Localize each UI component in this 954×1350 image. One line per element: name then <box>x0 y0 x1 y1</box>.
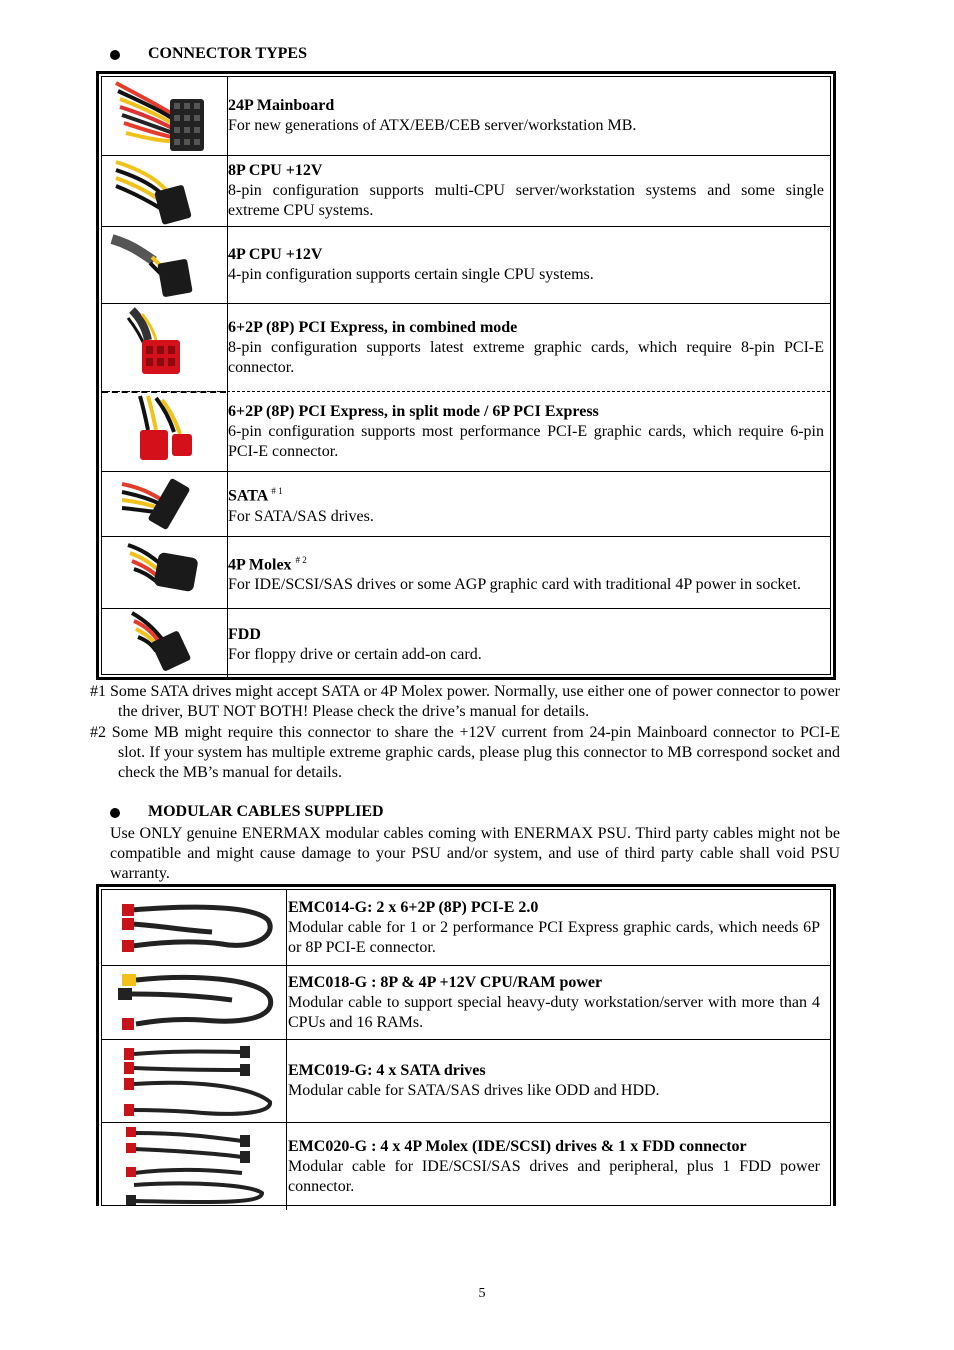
connector-row-molex <box>102 537 830 609</box>
connector-desc: 6-pin configuration supports most performance PCI-E graphic cards, which require 6-pin PCI-E connector. <box>228 422 824 460</box>
connector-title: FDD <box>228 625 261 643</box>
cable-row-emc014 <box>102 890 830 966</box>
connector-desc: For IDE/SCSI/SAS drives or some AGP graphic card with traditional 4P power in socket. <box>228 576 801 594</box>
pcie-combined-connector-photo <box>102 304 226 390</box>
connector-row-pcie-combined <box>102 304 830 392</box>
footnote-ref: # 2 <box>295 554 307 565</box>
footnote-2: #2 Some MB might require this connector to share the +12V current from 24-pin Mainboard connector to PCI-E slot. If your system has multiple extreme graphic cards, please plug this connector to MB correspond socket and check the MB’s manual for details. <box>90 724 840 781</box>
section-title-modular-cables: MODULAR CABLES SUPPLIED <box>148 803 384 820</box>
modular-cable-table <box>96 884 836 1206</box>
emc019-cable-photo <box>102 1040 286 1122</box>
cable-desc: Modular cable for SATA/SAS drives like ODD and HDD. <box>288 1082 660 1099</box>
connector-row-pcie-split <box>102 392 830 472</box>
cable-desc: Modular cable for 1 or 2 performance PCI Express graphic cards, which needs 6P or 8P PCI-E connector. <box>288 918 820 956</box>
cable-title: EMC014-G: 2 x 6+2P (8P) PCI-E 2.0 <box>288 898 539 916</box>
24p-mainboard-connector-photo <box>102 77 226 155</box>
cable-desc: Modular cable for IDE/SCSI/SAS drives and peripheral, plus 1 FDD power connector. <box>288 1157 820 1195</box>
emc020-cable-photo <box>102 1123 286 1207</box>
emc014-cable-photo <box>102 890 286 964</box>
bullet-icon <box>110 808 120 818</box>
cable-row-emc019 <box>102 1040 830 1123</box>
footnote-ref: # 1 <box>271 486 283 497</box>
connector-title: 4P Molex <box>228 556 292 574</box>
4p-cpu-connector-photo <box>102 227 226 303</box>
connector-desc: 8-pin configuration supports latest extreme graphic cards, which require 8-pin PCI-E connector. <box>228 338 824 376</box>
cable-desc: Modular cable to support special heavy-duty workstation/server with more than 4 CPUs and 16 RAMs. <box>288 993 820 1031</box>
pcie-split-connector-photo <box>102 392 226 470</box>
connector-desc: For floppy drive or certain add-on card. <box>228 645 482 663</box>
connector-table <box>96 71 836 680</box>
connector-desc: For new generations of ATX/EEB/CEB server/workstation MB. <box>228 117 637 134</box>
8p-cpu-connector-photo <box>102 156 226 226</box>
cable-row-emc020 <box>102 1123 830 1210</box>
sata-connector-photo <box>102 472 226 536</box>
cable-title: EMC018-G : 8P & 4P +12V CPU/RAM power <box>288 973 603 991</box>
connector-row-24p <box>102 77 830 156</box>
connector-row-8p-cpu <box>102 156 830 227</box>
connector-desc: 8-pin configuration supports multi-CPU server/workstation systems and some single extreme CPU systems. <box>228 182 824 219</box>
cable-title: EMC020-G : 4 x 4P Molex (IDE/SCSI) drives & 1 x FDD connector <box>288 1137 747 1155</box>
connector-title: SATA <box>228 487 268 505</box>
fdd-connector-photo <box>102 609 226 679</box>
cable-title: EMC019-G: 4 x SATA drives <box>288 1062 486 1079</box>
connector-row-4p-cpu <box>102 227 830 304</box>
connector-desc: 4-pin configuration supports certain single CPU systems. <box>228 266 594 283</box>
connector-title: 6+2P (8P) PCI Express, in split mode / 6P PCI Express <box>228 402 599 420</box>
footnote-1: #1 Some SATA drives might accept SATA or 4P Molex power. Normally, use either one of power connector to power the driver, BUT NOT BOTH! Please check the drive’s manual for details. <box>90 683 840 720</box>
page-number: 5 <box>478 1286 486 1301</box>
section-title-connector-types: CONNECTOR TYPES <box>148 45 307 62</box>
connector-title: 24P Mainboard <box>228 97 335 114</box>
bullet-icon <box>110 50 120 60</box>
connector-title: 8P CPU +12V <box>228 162 323 179</box>
modular-intro-paragraph: Use ONLY genuine ENERMAX modular cables coming with ENERMAX PSU. Third party cables might not be compatible and might cause damage to your PSU and/or system, and use of third party cable shall void PSU warranty. <box>110 825 840 882</box>
connector-row-fdd <box>102 609 830 680</box>
connector-title: 4P CPU +12V <box>228 246 323 263</box>
connector-row-sata <box>102 472 830 537</box>
cable-row-emc018 <box>102 966 830 1040</box>
molex-connector-photo <box>102 537 226 607</box>
connector-desc: For SATA/SAS drives. <box>228 507 374 525</box>
emc018-cable-photo <box>102 966 286 1038</box>
connector-title: 6+2P (8P) PCI Express, in combined mode <box>228 318 518 336</box>
